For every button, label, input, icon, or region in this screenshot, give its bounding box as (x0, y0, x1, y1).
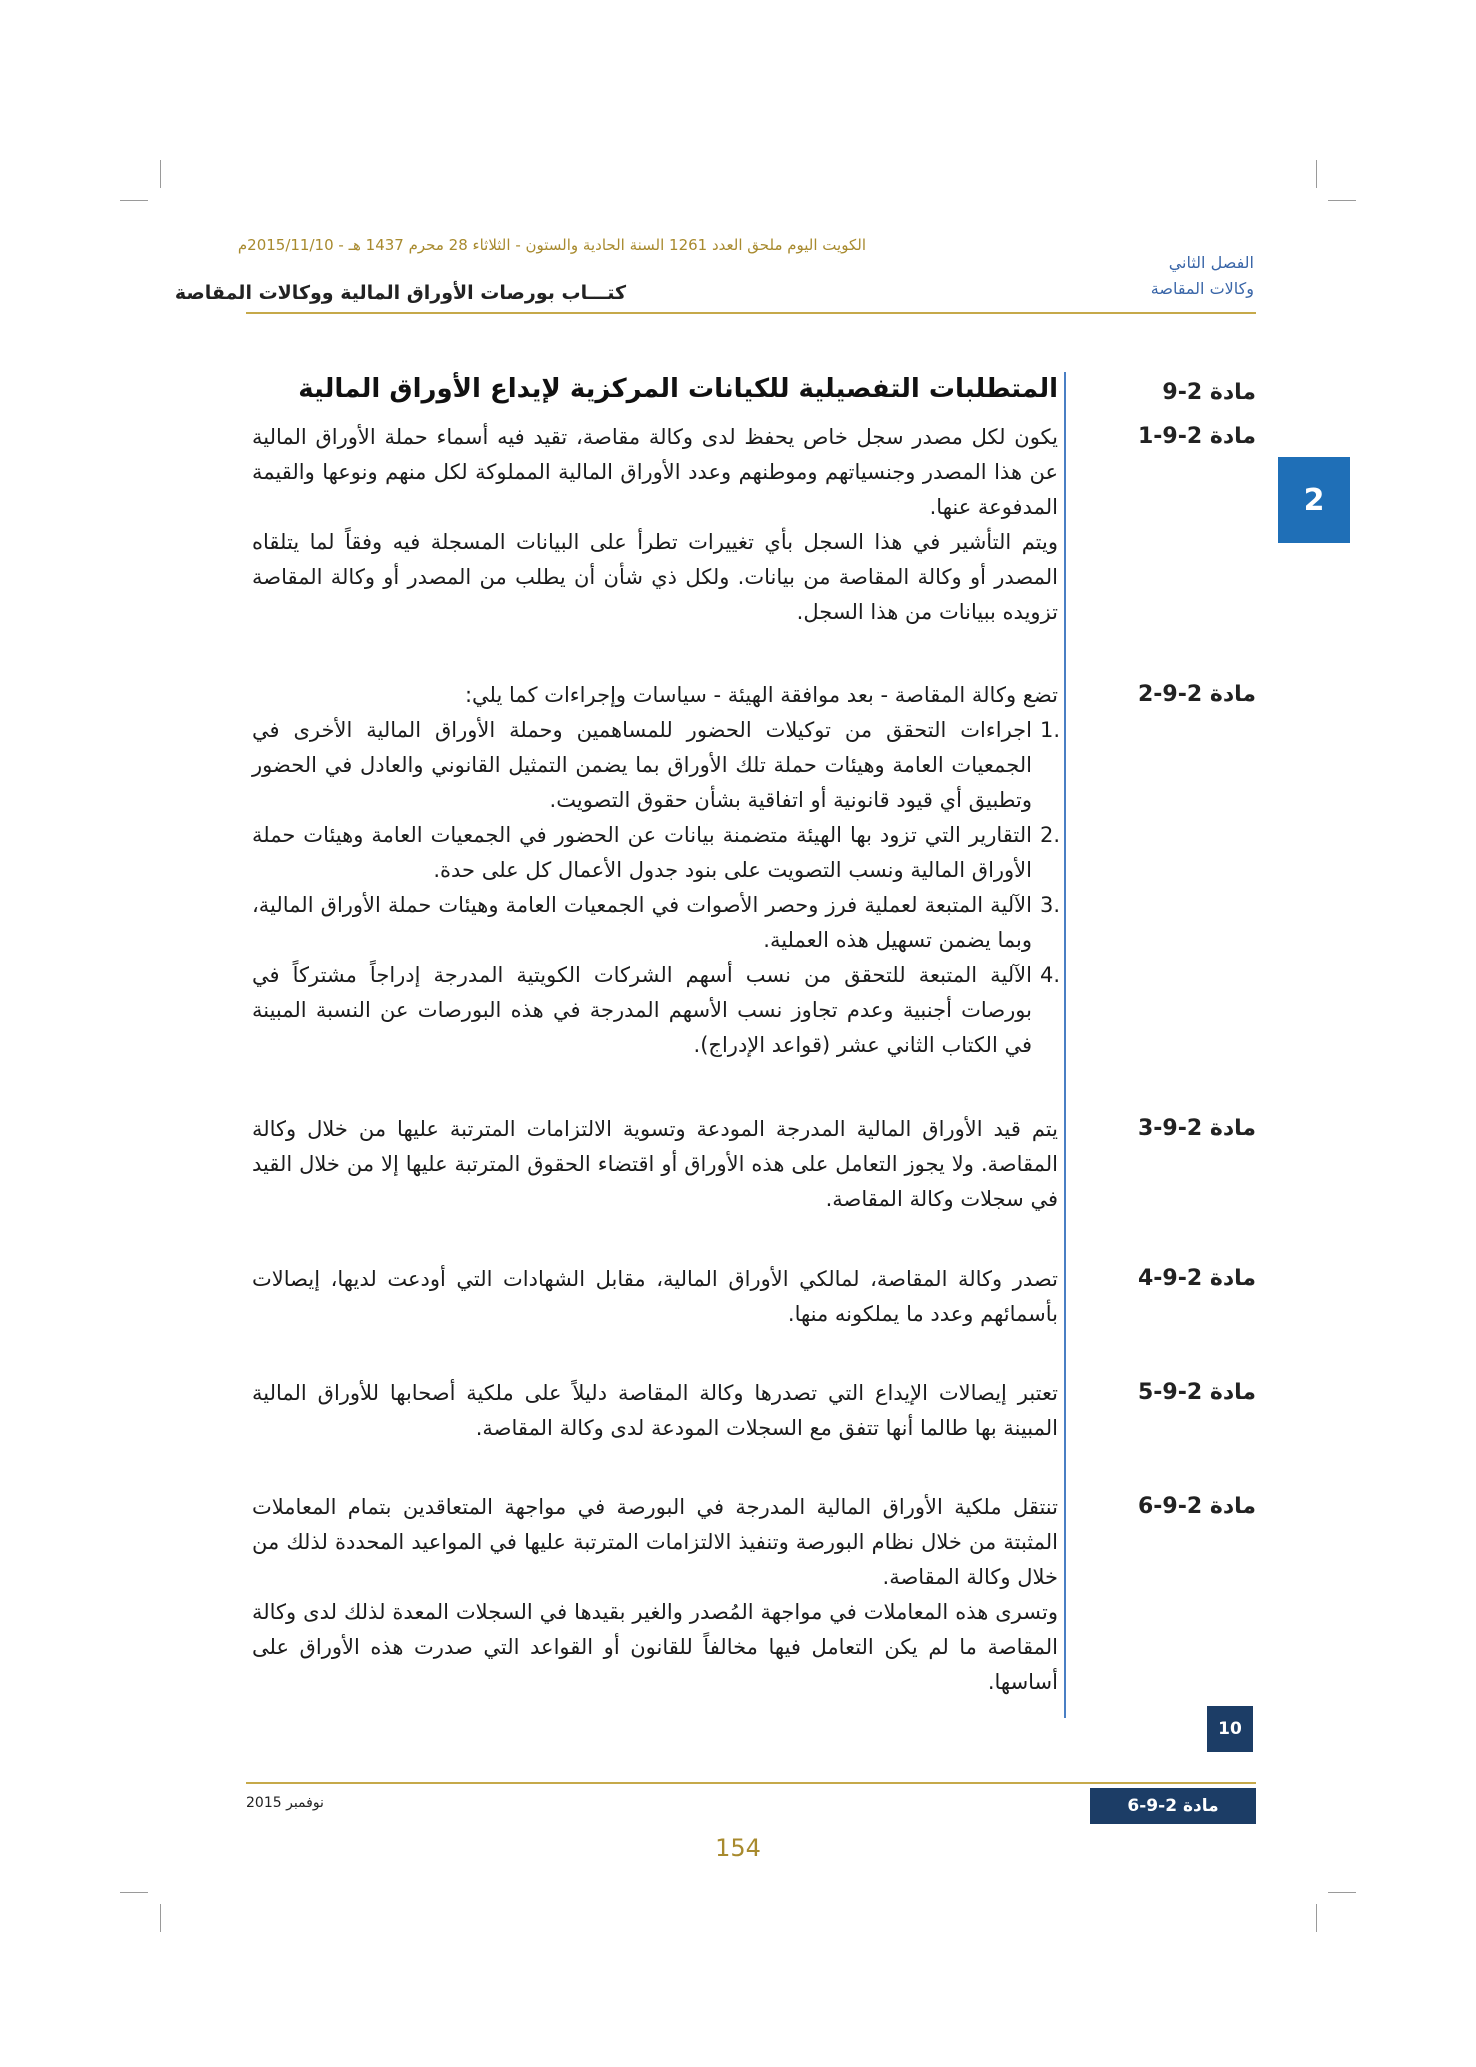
page-box: 10 (1207, 1706, 1253, 1752)
crop-mark (160, 1904, 161, 1932)
article-label: مادة 2-9-6 (1137, 1494, 1256, 1519)
list-item (252, 818, 1060, 888)
column-divider (1064, 372, 1066, 1718)
article-text (252, 420, 1058, 630)
header-divider (246, 312, 1256, 314)
list-item-text: التقارير التي تزود بها الهيئة متضمنة بيانات عن الحضور في الجمعيات العامة وهيئات حملة الأوراق المالية ونسب التصويت على بنود جدول الأعمال كل على حدة. (252, 823, 1032, 882)
article-text (252, 678, 1058, 1063)
paragraph: يكون لكل مصدر سجل خاص يحفظ لدى وكالة مقاصة، تقيد فيه أسماء حملة الأوراق المالية عن هذا المصدر وجنسياتهم وموطنهم وعدد الأوراق المالية المملوكة لكل منهم ونوعها والقيمة المدفوعة عنها. (252, 425, 1058, 519)
paragraph: تنتقل ملكية الأوراق المالية المدرجة في البورصة في مواجهة المتعاقدين بتمام المعاملات المثبتة من خلال نظام البورصة وتنفيذ الالتزامات المترتبة عليها في المواعيد المحددة لذلك من خلال وكالة المقاصة. (252, 1495, 1058, 1589)
footer-article-tag: مادة 2-9-6 (1090, 1788, 1256, 1824)
requirements-list (252, 713, 1058, 1063)
list-item-text: الآلية المتبعة لعملية فرز وحصر الأصوات في الجمعيات العامة وهيئات حملة الأوراق المالية، وبما يضمن تسهيل هذه العملية. (252, 893, 1032, 952)
article-text (252, 1490, 1058, 1700)
chapter-tab: 2 (1278, 457, 1350, 543)
article-text (252, 1112, 1058, 1217)
book-title: كتـــاب بورصات الأوراق المالية ووكالات المقاصة (174, 282, 626, 304)
list-number: 4. (1039, 963, 1060, 987)
list-item-text: الآلية المتبعة للتحقق من نسب أسهم الشركات الكويتية المدرجة إدراجاً مشتركاً في بورصات أجنبية وعدم تجاوز نسب الأسهم المدرجة في هذه البورصات عن النسبة المبينة في الكتاب الثاني عشر (قواعد الإدراج). (252, 963, 1032, 1057)
crop-mark (1328, 200, 1356, 201)
list-number: 1. (1039, 718, 1060, 742)
list-number: 3. (1039, 893, 1060, 917)
crop-mark (120, 1892, 148, 1893)
article-label: مادة 2-9-4 (1137, 1266, 1256, 1291)
list-item-text: اجراءات التحقق من توكيلات الحضور للمساهمين وحملة الأوراق المالية الأخرى في الجمعيات العامة وهيئات حملة تلك الأوراق بما يضمن التمثيل القانوني والعادل في الحضور وتطبيق أي قيود قانونية أو اتفاقية بشأن حقوق التصويت. (252, 718, 1032, 812)
paragraph: تصدر وكالة المقاصة، لمالكي الأوراق المالية، مقابل الشهادات التي أودعت لديها، إيصالات بأسمائهم وعدد ما يملكونه منها. (252, 1267, 1058, 1326)
page-number: 154 (715, 1834, 761, 1862)
list-number: 2. (1039, 823, 1060, 847)
article-label: مادة 2-9 (1162, 380, 1256, 405)
list-item (252, 958, 1060, 1063)
article-label: مادة 2-9-5 (1137, 1380, 1256, 1405)
list-intro: تضع وكالة المقاصة - بعد موافقة الهيئة - سياسات وإجراءات كما يلي: (464, 683, 1058, 707)
article-label: مادة 2-9-1 (1137, 424, 1256, 449)
list-item (252, 888, 1060, 958)
footer-divider (246, 1782, 1256, 1784)
crop-mark (120, 200, 148, 201)
paragraph: يتم قيد الأوراق المالية المدرجة المودعة وتسوية الالتزامات المترتبة عليها من خلال وكالة المقاصة. ولا يجوز التعامل على هذه الأوراق أو اقتضاء الحقوق المترتبة عليها إلا من خلال القيد في سجلات وكالة المقاصة. (252, 1117, 1058, 1211)
crop-mark (1316, 1904, 1317, 1932)
article-title: المتطلبات التفصيلية للكيانات المركزية لإيداع الأوراق المالية (298, 374, 1058, 404)
paragraph: تعتبر إيصالات الإيداع التي تصدرها وكالة المقاصة دليلاً على ملكية أصحابها للأوراق المالية المبينة بها طالما أنها تتفق مع السجلات المودعة لدى وكالة المقاصة. (252, 1381, 1058, 1440)
chapter-line-2: وكالات المقاصة (1150, 279, 1254, 298)
chapter-line-1: الفصل الثاني (1168, 253, 1254, 272)
footer-date: نوفمبر 2015 (246, 1795, 324, 1811)
crop-mark (1328, 1892, 1356, 1893)
list-item (252, 713, 1060, 818)
gazette-line: الكويت اليوم ملحق العدد 1261 السنة الحادية والستون - الثلاثاء 28 محرم 1437 هـ - 2015/11/10م (237, 236, 866, 254)
chapter-heading (1151, 250, 1254, 302)
article-label: مادة 2-9-3 (1137, 1116, 1256, 1141)
article-text (252, 1376, 1058, 1446)
article-label: مادة 2-9-2 (1137, 682, 1256, 707)
article-text (252, 1262, 1058, 1332)
paragraph: وتسرى هذه المعاملات في مواجهة المُصدر والغير بقيدها في السجلات المعدة لذلك لدى وكالة المقاصة ما لم يكن التعامل فيها مخالفاً للقانون أو القواعد التي صدرت هذه الأوراق على أساسها. (252, 1600, 1058, 1694)
crop-mark (160, 160, 161, 188)
paragraph: ويتم التأشير في هذا السجل بأي تغييرات تطرأ على البيانات المسجلة فيه وفقاً لما يتلقاه المصدر أو وكالة المقاصة من بيانات. ولكل ذي شأن أن يطلب من المصدر أو وكالة المقاصة تزويده ببيانات من هذا السجل. (252, 530, 1058, 624)
crop-mark (1316, 160, 1317, 188)
